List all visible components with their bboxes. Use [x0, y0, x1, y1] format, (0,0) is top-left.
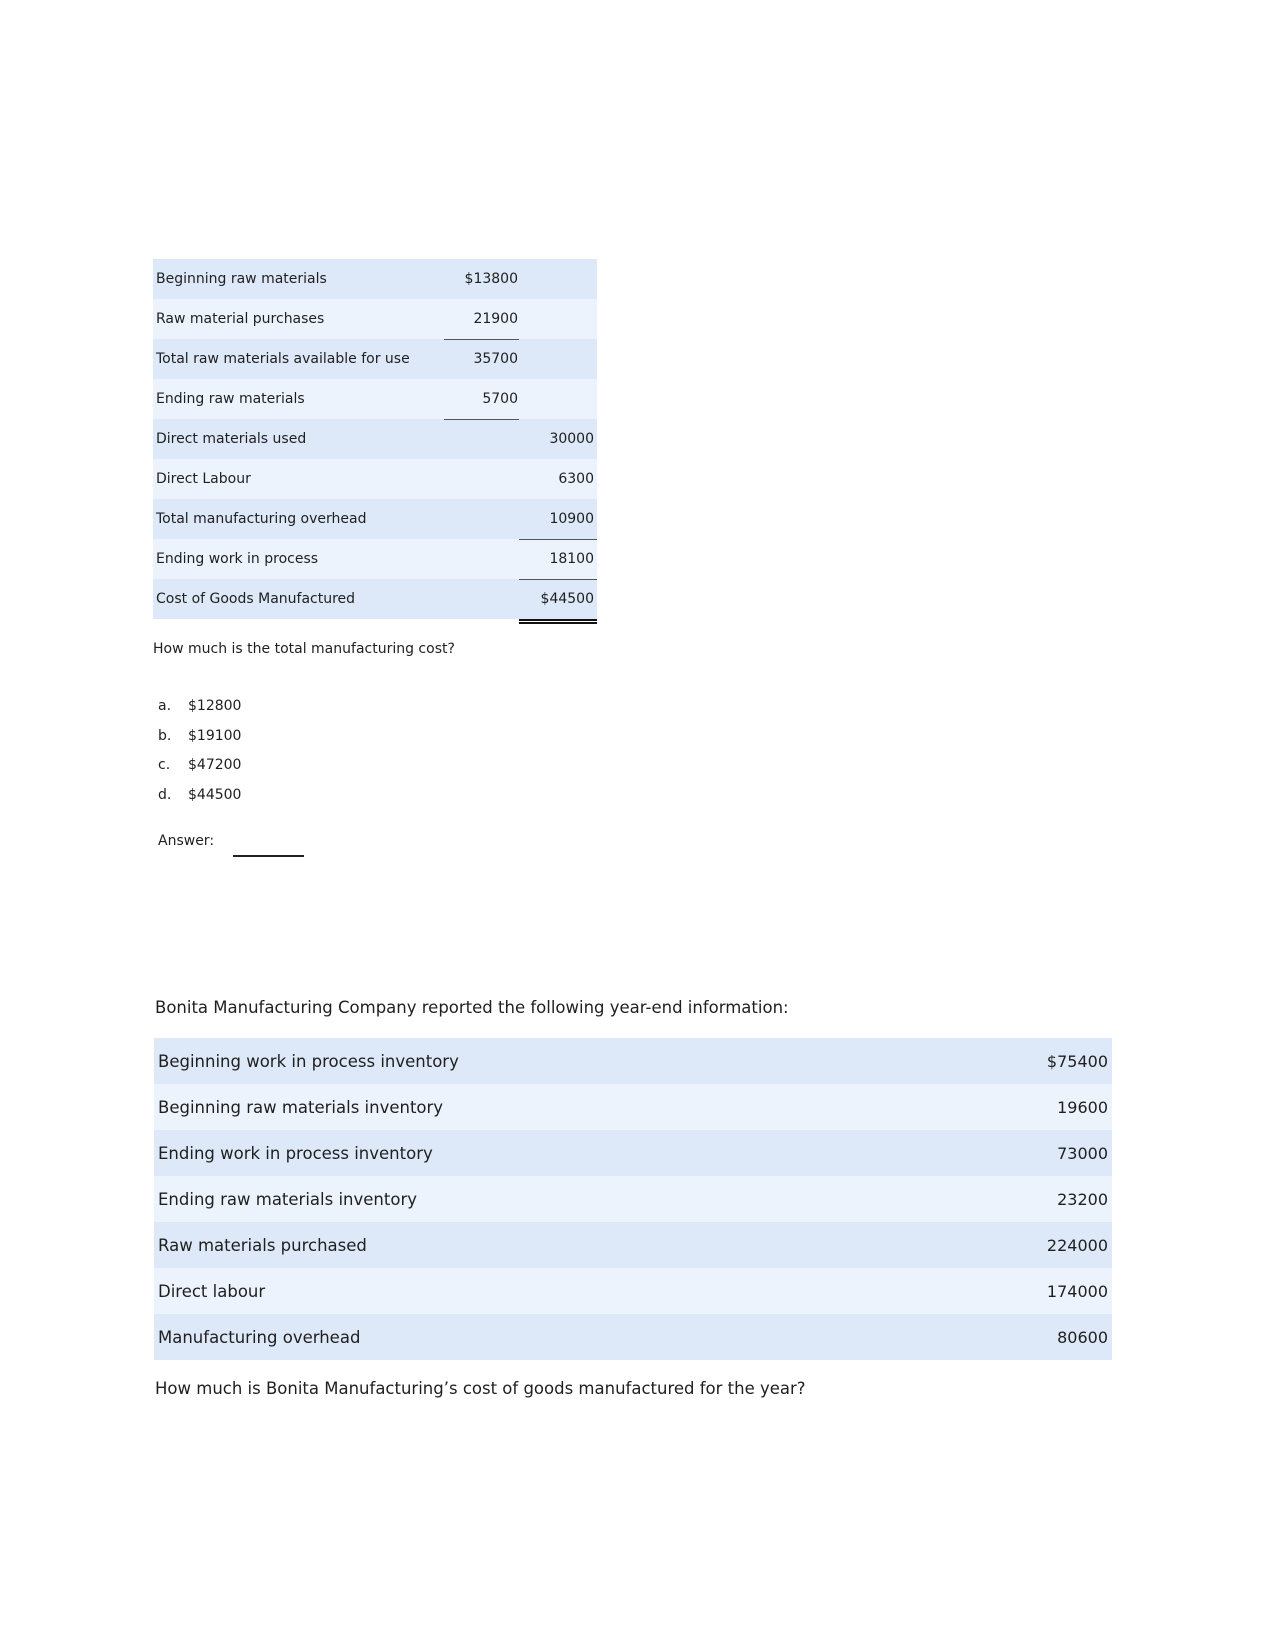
question-text: How much is the total manufacturing cost? — [153, 641, 455, 657]
section-intro: Bonita Manufacturing Company reported the following year-end information: — [155, 998, 789, 1017]
row-value: 73000 — [1057, 1143, 1108, 1163]
option-value: $44500 — [188, 786, 242, 803]
row-total: $44500 — [540, 591, 594, 607]
table-row — [154, 1130, 1112, 1176]
table-row — [154, 1222, 1112, 1268]
row-label: Beginning raw materials inventory — [158, 1097, 444, 1117]
row-value: 80600 — [1057, 1327, 1108, 1347]
row-value: 35700 — [473, 351, 518, 367]
subtotal-rule — [519, 539, 597, 540]
row-total: 18100 — [549, 551, 594, 567]
option-value: $47200 — [188, 757, 242, 773]
table-row — [153, 539, 597, 579]
row-value: 21900 — [473, 311, 518, 327]
row-label: Manufacturing overhead — [158, 1327, 361, 1347]
row-label: Raw material purchases — [156, 311, 325, 327]
table-row — [154, 1314, 1112, 1360]
row-label: Total raw materials available for use — [156, 351, 410, 367]
row-total: 10900 — [549, 511, 594, 527]
row-value: 5700 — [482, 391, 518, 407]
answer-blank[interactable] — [233, 855, 304, 857]
option-letter: a. — [158, 698, 172, 714]
row-value: $13800 — [464, 271, 518, 287]
option-value: $12800 — [188, 698, 242, 714]
row-value: $75400 — [1046, 1051, 1108, 1071]
option-letter: c. — [158, 757, 171, 773]
answer-options — [158, 698, 241, 816]
row-label: Ending raw materials — [156, 391, 305, 407]
row-value: 23200 — [1057, 1189, 1108, 1209]
row-label: Direct materials used — [156, 431, 307, 447]
table-row — [153, 299, 597, 339]
option-d[interactable] — [158, 787, 241, 817]
row-label: Ending raw materials inventory — [158, 1189, 417, 1209]
table-row — [154, 1176, 1112, 1222]
row-value: 19600 — [1057, 1097, 1108, 1117]
row-label: Ending work in process inventory — [158, 1143, 433, 1163]
question-text: How much is Bonita Manufacturing’s cost of goods manufactured for the year? — [155, 1379, 806, 1398]
answer-label: Answer: — [158, 833, 215, 849]
table-row — [154, 1084, 1112, 1130]
row-value: 224000 — [1046, 1235, 1108, 1255]
row-value: 174000 — [1046, 1281, 1108, 1301]
table-row — [154, 1268, 1112, 1314]
table-row — [153, 339, 597, 379]
cost-schedule-table — [153, 259, 597, 619]
subtotal-rule — [519, 579, 597, 580]
table-row — [154, 1038, 1112, 1084]
table-row — [153, 259, 597, 299]
table-row — [153, 579, 597, 619]
subtotal-rule — [444, 339, 519, 340]
row-label: Cost of Goods Manufactured — [156, 591, 356, 607]
option-c[interactable] — [158, 757, 241, 787]
option-value: $19100 — [188, 727, 242, 744]
option-a[interactable] — [158, 698, 241, 728]
year-end-info-table — [154, 1038, 1112, 1360]
option-letter: b. — [158, 727, 172, 744]
row-label: Direct labour — [158, 1281, 266, 1301]
table-row — [153, 499, 597, 539]
row-total: 6300 — [558, 471, 594, 487]
double-rule-top — [519, 619, 597, 621]
row-label: Ending work in process — [156, 551, 319, 567]
table-row — [153, 379, 597, 419]
double-rule-bottom — [519, 622, 597, 624]
row-label: Beginning work in process inventory — [158, 1051, 459, 1071]
row-label: Raw materials purchased — [158, 1235, 367, 1255]
row-label: Total manufacturing overhead — [156, 511, 367, 527]
option-letter: d. — [158, 786, 172, 803]
row-label: Beginning raw materials — [156, 271, 327, 287]
row-total: 30000 — [549, 431, 594, 447]
option-b[interactable] — [158, 728, 241, 758]
table-row — [153, 419, 597, 459]
table-row — [153, 459, 597, 499]
subtotal-rule — [444, 419, 519, 420]
row-label: Direct Labour — [156, 471, 251, 487]
